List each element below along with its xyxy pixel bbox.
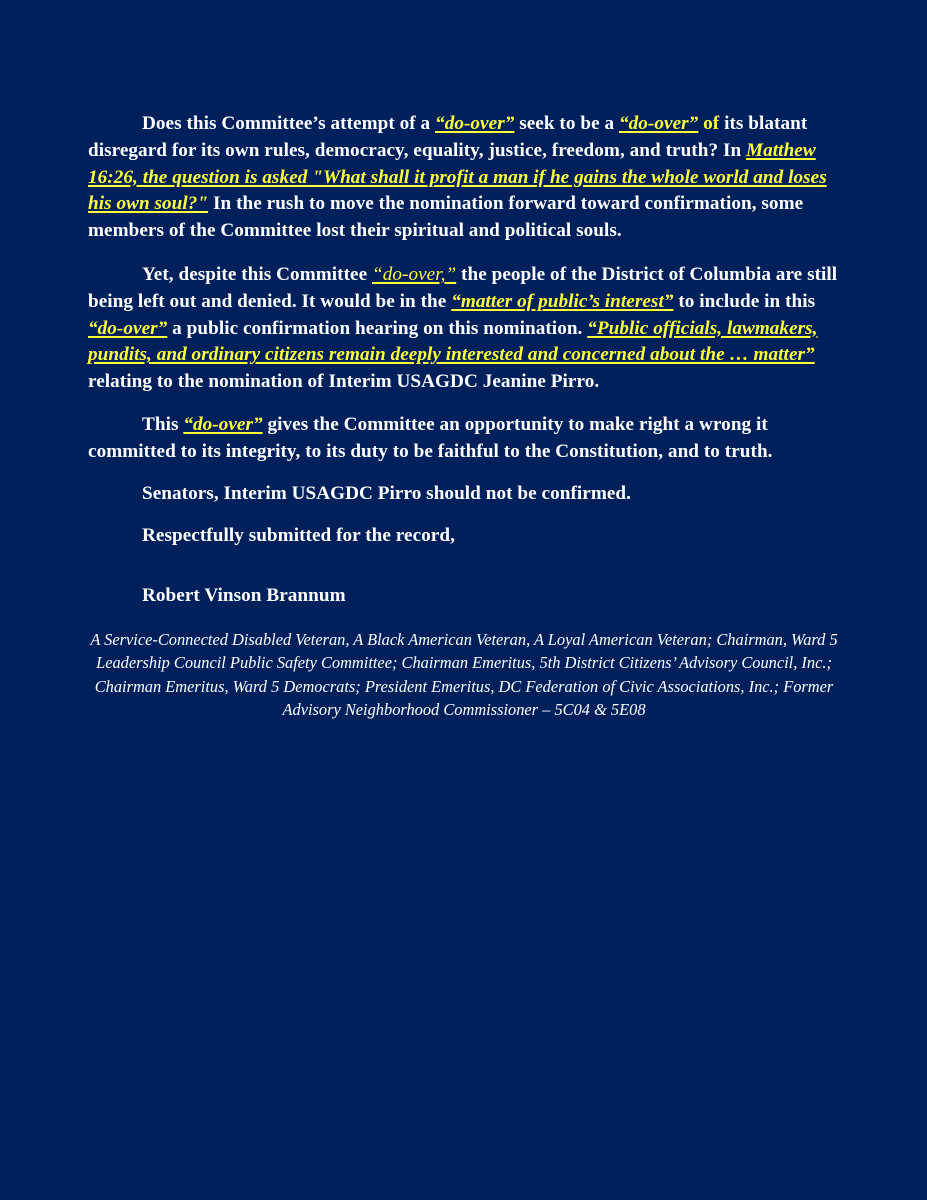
letter-body [88, 111, 840, 722]
text-span: seek to be a [514, 113, 619, 134]
text-span: to include in this [673, 290, 816, 312]
text-span: its blatant disregard for its own rules, democracy, equality, justice, freedom, and truth? In [88, 113, 808, 161]
text-span: relating to the nomination of Interim USAGDC Jeanine Pirro. [88, 371, 600, 393]
quote-matthew: Matthew 16:26, the question is asked "What shall it profit a man if he gains the whole world and loses his own soul?" [88, 139, 827, 215]
quote-do-over: “do-over” [435, 113, 515, 134]
text-span: gives the Committee an opportunity to make right a wrong it committed to its integrity, to its duty to be faithful to the Constitution, and to truth. [88, 413, 773, 462]
paragraph-public-interest [88, 262, 840, 396]
text-span: Does this Committee’s attempt of a [142, 113, 436, 134]
signature-credentials: A Service-Connected Disabled Veteran, A Black American Veteran, A Loyal American Veteran; Chairman, Ward 5 Leadership Council Public Safety Committee; Chairman Emeritus, 5th District Citizens’ Advisory Council, Inc.; Chairman Emeritus, Ward 5 Democrats; President Emeritus, DC Federation of Civic Associations, Inc.; Former Advisory Neighborhood Commissioner – 5C04 & 5E08 [90, 629, 838, 720]
quote-public-interest: “matter of public’s interest” [451, 290, 674, 312]
closing-line: Respectfully submitted for the record, [142, 525, 455, 547]
quote-do-over: “do-over” [618, 113, 699, 134]
paragraph-recommendation: Senators, Interim USAGDC Pirro should not be confirmed. [142, 482, 632, 504]
paragraph-opportunity [88, 412, 840, 466]
text-span: This [142, 413, 184, 435]
quote-do-over: “do-over,” [372, 263, 457, 285]
text-span: a public confirmation hearing on this nomination. [167, 317, 588, 339]
text-span-yellow: of [698, 113, 720, 134]
quote-do-over: “do-over” [183, 413, 263, 435]
quote-do-over: “do-over” [88, 317, 168, 339]
paragraph-do-over-question [88, 111, 840, 245]
signature-name: Robert Vinson Brannum [142, 585, 346, 607]
text-span: the people of the District of Columbia are still being left out and denied. It would be in the [88, 263, 838, 312]
text-span: Yet, despite this Committee [142, 263, 372, 285]
text-span: In the rush to move the nomination forward toward confirmation, some members of the Committee lost their spiritual and political souls. [88, 193, 804, 242]
quote-public-officials: “Public officials, lawmakers, pundits, and ordinary citizens remain deeply interested and concerned about the … matter” [88, 317, 818, 366]
